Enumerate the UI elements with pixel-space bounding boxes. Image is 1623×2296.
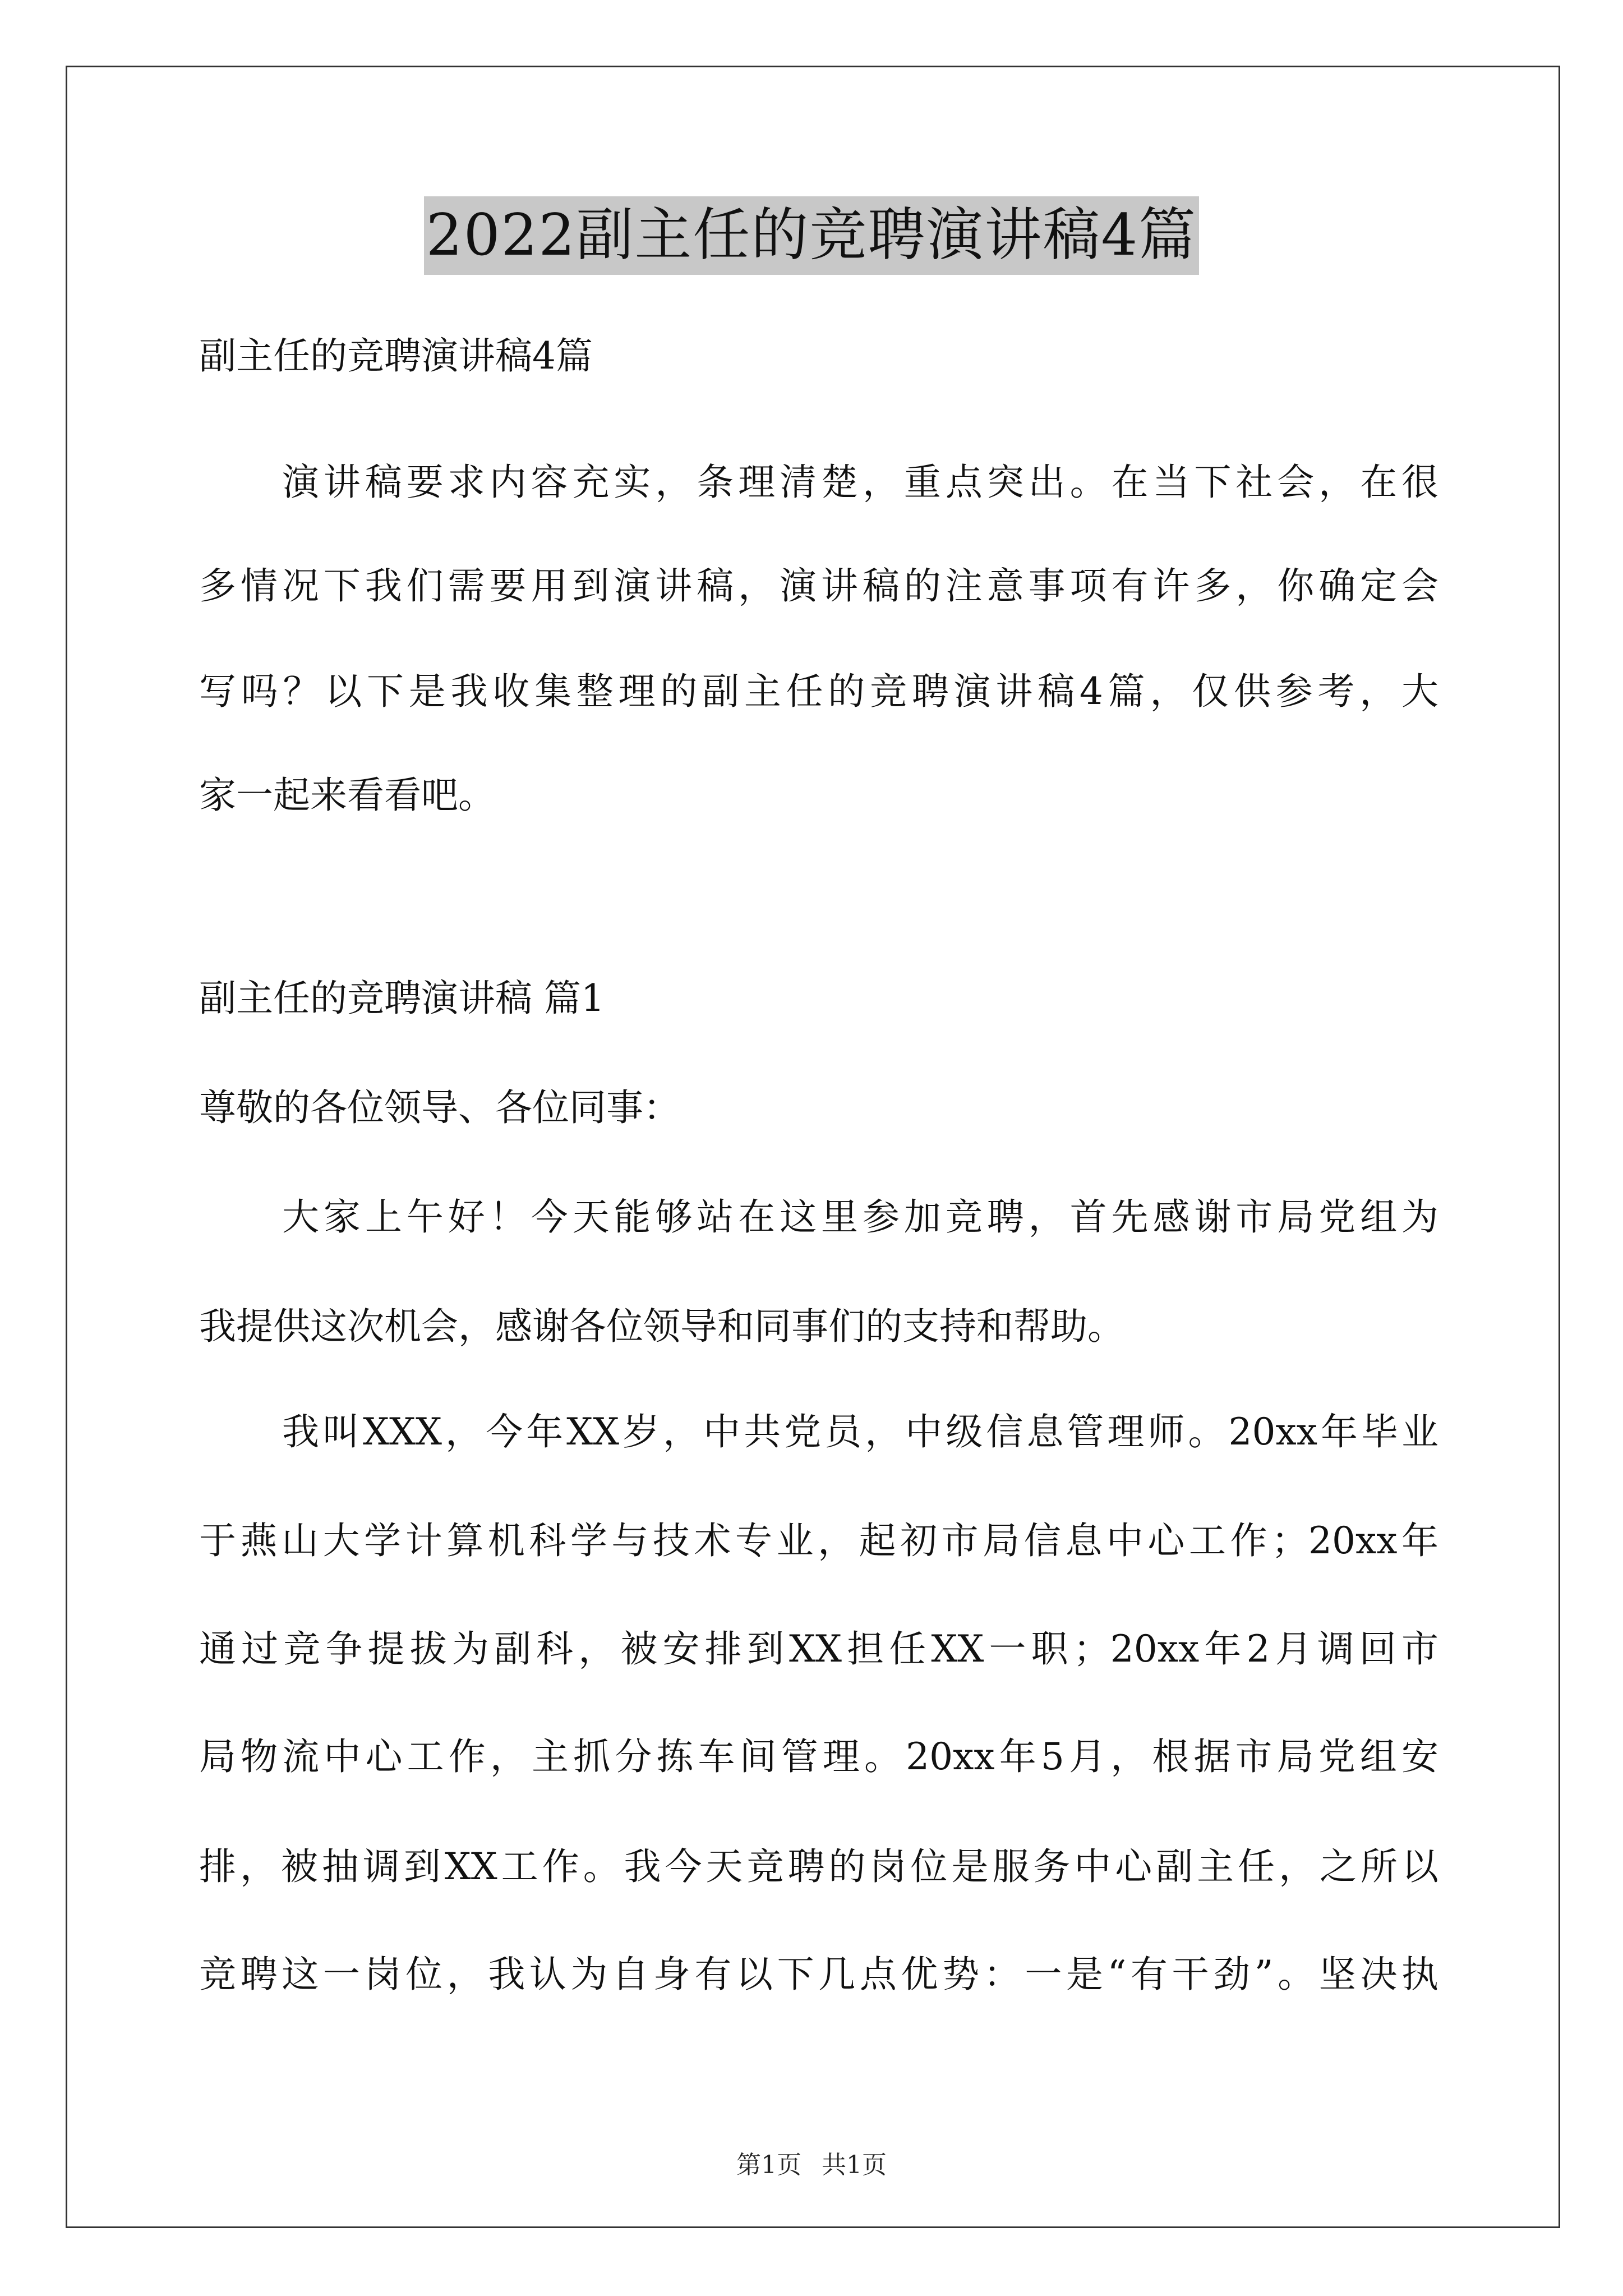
title-wrap (0, 196, 1623, 275)
para2-line-4: 局物流中心工作，主抓分拣车间管理。20xx年5月，根据市局党组安 (199, 1735, 1438, 1778)
para1-line-2: 我提供这次机会，感谢各位领导和同事们的支持和帮助。 (199, 1305, 1124, 1348)
para1-line-1: 大家上午好！今天能够站在这里参加竞聘，首先感谢市局党组为 (282, 1195, 1438, 1239)
section-heading: 副主任的竞聘演讲稿 篇1 (199, 977, 605, 1020)
para2-line-3: 通过竞争提拔为副科，被安排到XX担任XX一职；20xx年2月调回市 (199, 1627, 1438, 1671)
intro-line-2: 多情况下我们需要用到演讲稿，演讲稿的注意事项有许多，你确定会 (199, 564, 1438, 608)
intro-line-1: 演讲稿要求内容充实，条理清楚，重点突出。在当下社会，在很 (282, 461, 1438, 504)
subtitle: 副主任的竞聘演讲稿4篇 (199, 334, 593, 378)
page-number: 第1页 (736, 2151, 801, 2179)
para2-line-2: 于燕山大学计算机科学与技术专业，起初市局信息中心工作；20xx年 (199, 1519, 1438, 1562)
salutation: 尊敬的各位领导、各位同事： (199, 1086, 680, 1129)
page-footer (0, 2148, 1623, 2182)
page-total: 共1页 (822, 2151, 887, 2179)
document-title: 2022副主任的竞聘演讲稿4篇 (424, 196, 1199, 275)
para2-line-6: 竞聘这一岗位，我认为自身有以下几点优势：一是“有干劲”。坚决执 (199, 1953, 1438, 1996)
para2-line-5: 排，被抽调到XX工作。我今天竞聘的岗位是服务中心副主任，之所以 (199, 1845, 1438, 1888)
page-border (66, 66, 1560, 2228)
intro-line-3: 写吗？以下是我收集整理的副主任的竞聘演讲稿4篇，仅供参考，大 (199, 670, 1438, 713)
intro-line-4: 家一起来看看吧。 (199, 774, 495, 817)
para2-line-1: 我叫XXX，今年XX岁，中共党员，中级信息管理师。20xx年毕业 (282, 1410, 1438, 1453)
